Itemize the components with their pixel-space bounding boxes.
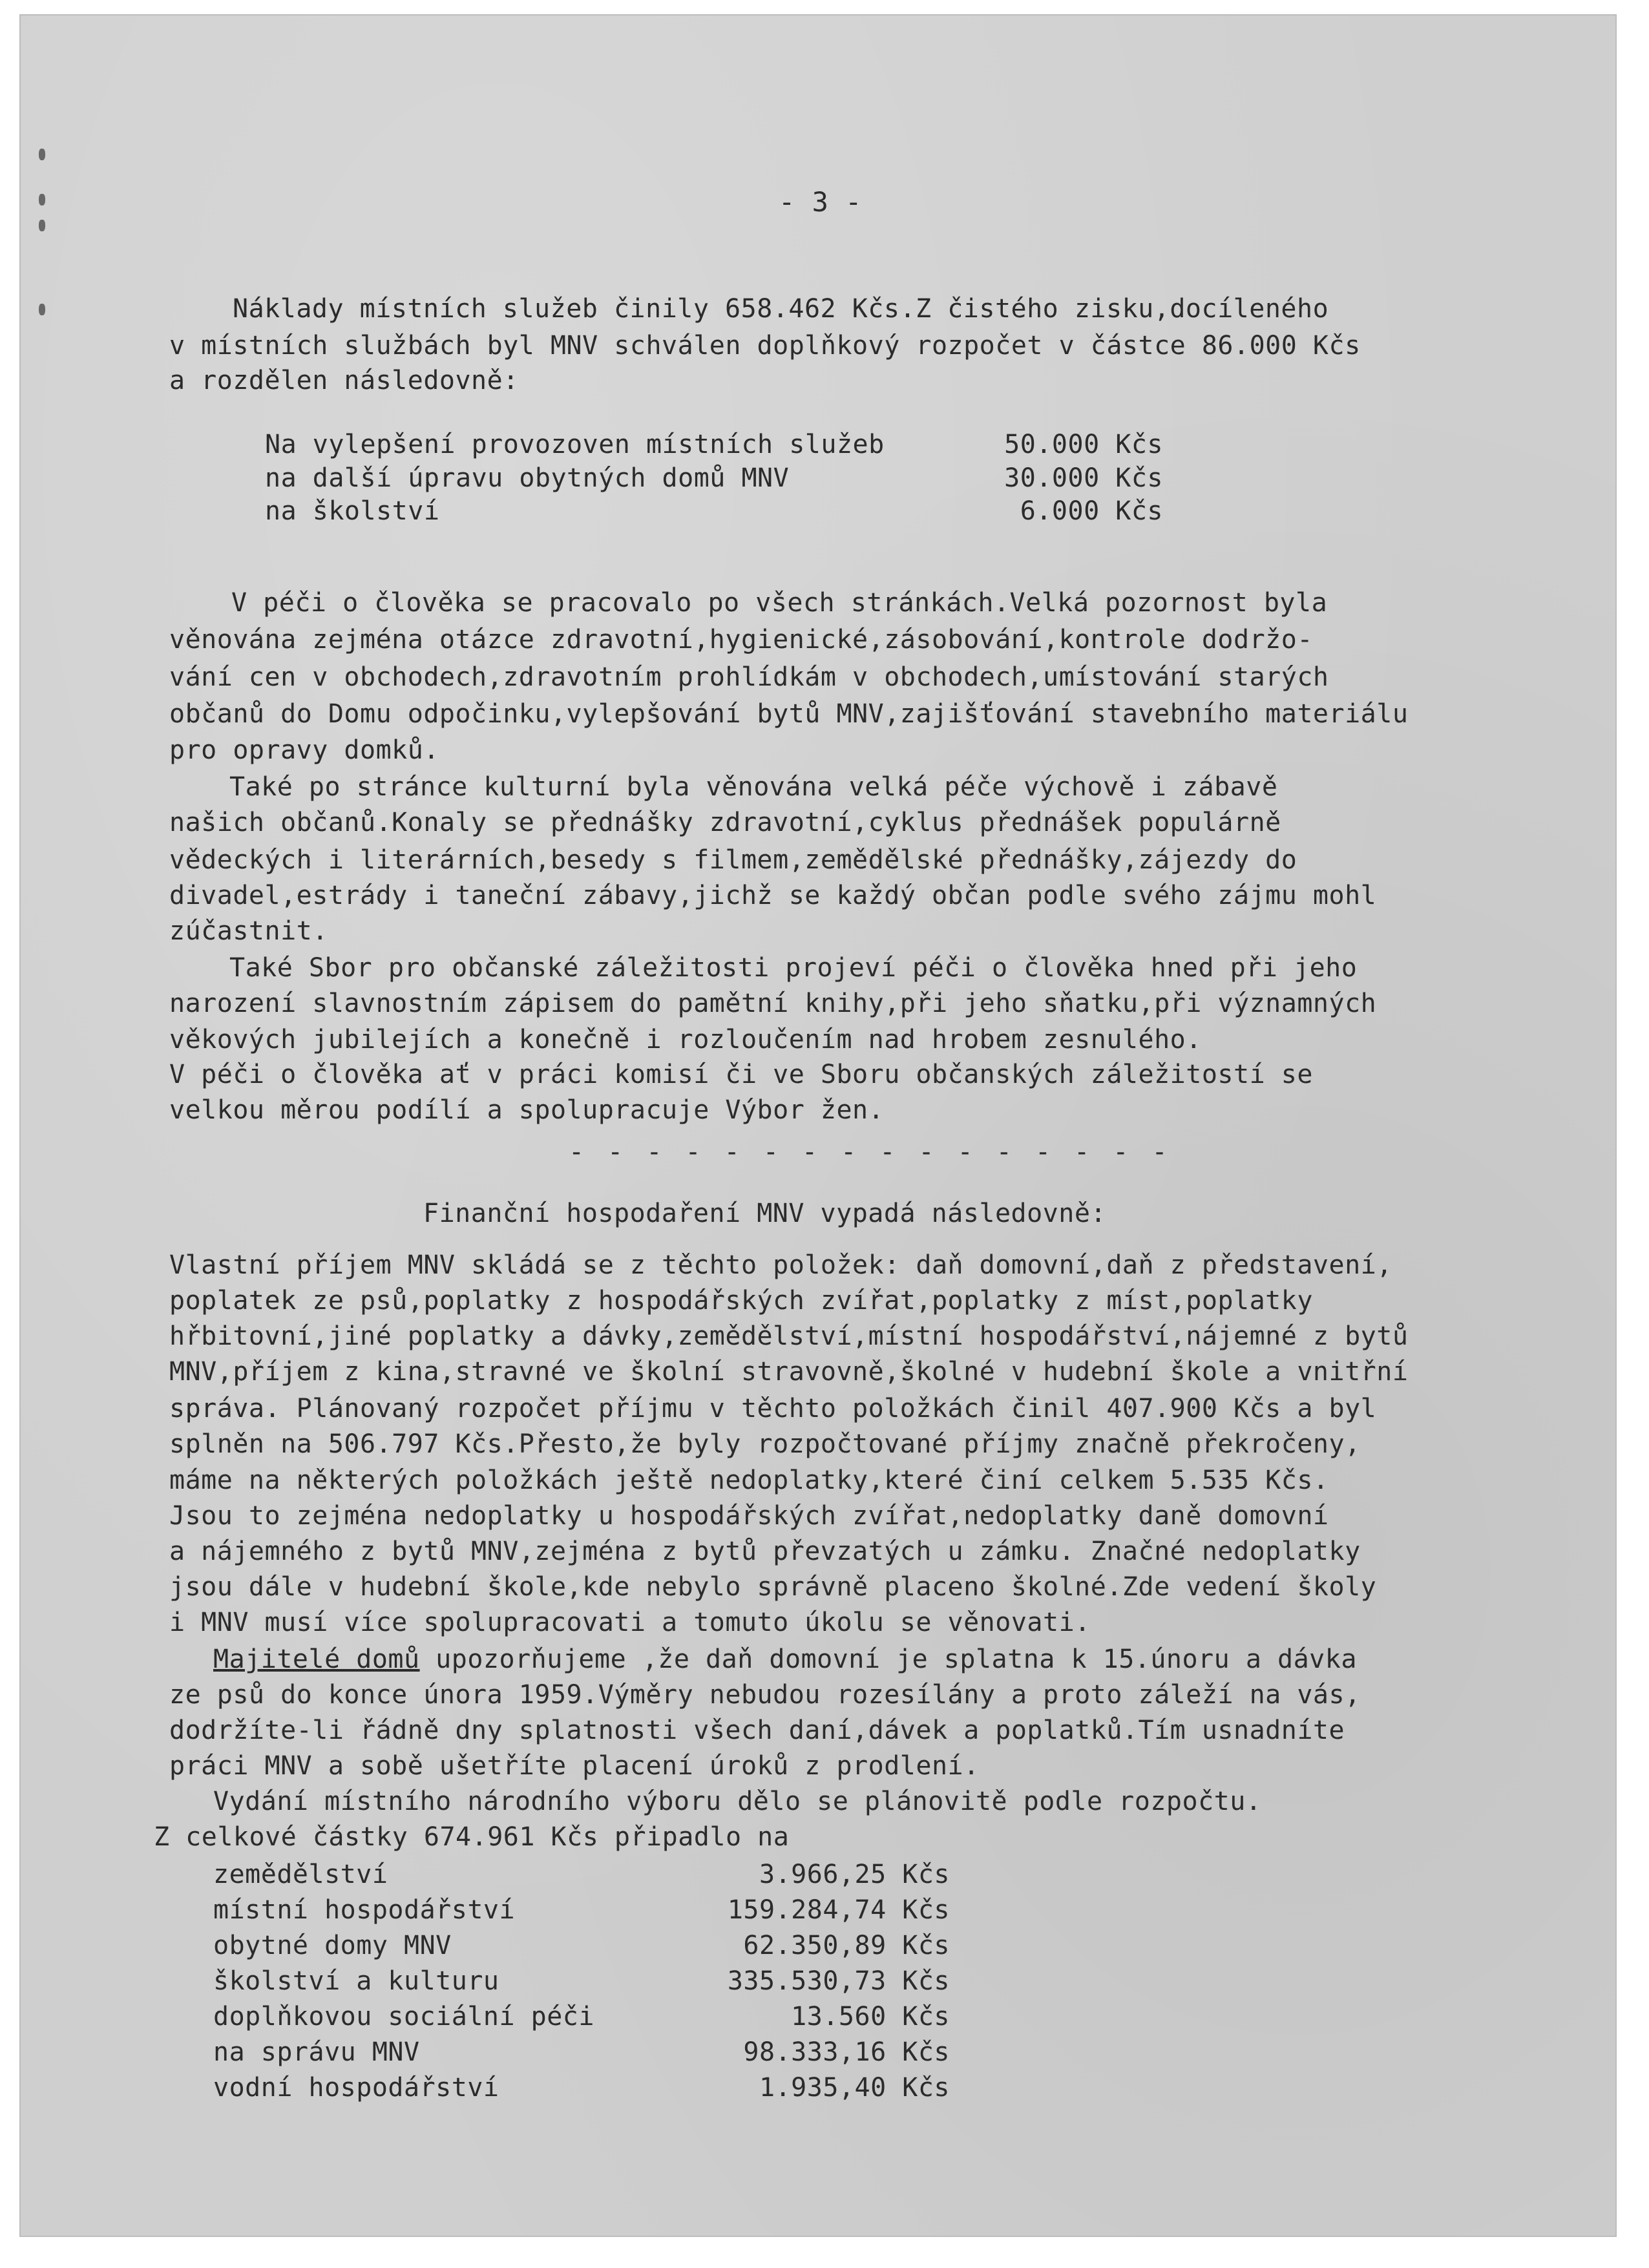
expense-label: obytné domy MNV [213,1931,452,1960]
allocation-amount: 50.000 Kčs [1004,430,1163,459]
culture-line: vědeckých i literárních,besedy s filmem,zemědělské přednášky,zájezdy do [169,845,1297,875]
culture-line: divadel,estrády i taneční zábavy,jichž se každý občan podle svého zájmu mohl [169,881,1377,910]
allocation-label: na školství [265,496,440,526]
finance-heading: Finanční hospodaření MNV vypadá následovně: [423,1199,1107,1228]
finance-line: jsou dále v hudební škole,kde nebylo správně placeno školné.Zde vedení školy [169,1572,1377,1602]
page-number: - 3 - [779,186,862,218]
expense-amount: 13.560 Kčs [791,2002,950,2032]
expense-amount: 1.935,40 Kčs [759,2073,950,2103]
committee-line: narození slavnostním zápisem do pamětní knihy,při jeho sňatku,při významných [169,989,1377,1018]
intro-line: Náklady místních služeb činily 658.462 Kčs.Z čistého zisku,docíleného [233,294,1329,324]
expense-label: na správu MNV [213,2037,420,2067]
committee-line: věkových jubilejích a konečně i rozloučením nad hrobem zesnulého. [169,1025,1202,1055]
finance-line: poplatek ze psů,poplatky z hospodářských zvířat,poplatky z míst,poplatky [169,1286,1313,1316]
care-line: V péči o člověka se pracovalo po všech stránkách.Velká pozornost byla [231,588,1328,618]
expense-amount: 98.333,16 Kčs [743,2037,950,2067]
expense-amount: 335.530,73 Kčs [727,1966,950,1996]
finance-line: a nájemného z bytů MNV,zejména z bytů převzatých u zámku. Značné nedoplatky [169,1537,1361,1566]
finance-line: splněn na 506.797 Kčs.Přesto,že byly rozpočtované příjmy značně překročeny, [169,1429,1361,1459]
finance-line: Vlastní příjem MNV skládá se z těchto položek: daň domovní,daň z představení, [169,1250,1392,1280]
expense-label: místní hospodářství [213,1895,516,1925]
expenses-intro-line: Vydání místního národního výboru dělo se plánovitě podle rozpočtu. [213,1787,1262,1816]
expense-label: doplňkovou sociální péči [213,2002,594,2032]
owners-lead: Majitelé domů [213,1644,420,1674]
intro-line: a rozdělen následovně: [169,366,519,395]
owners-line: ze psů do konce února 1959.Výměry nebudou rozesílány a proto záleží na vás, [169,1680,1361,1710]
committee-line: V péči o člověka ať v práci komisí či ve Sboru občanských záležitostí se [169,1060,1313,1089]
finance-line: MNV,příjem z kina,stravné ve školní stravovně,školné v hudební škole a vnitřní [169,1357,1409,1387]
finance-line: správa. Plánovaný rozpočet příjmu v těchto položkách činil 407.900 Kčs a byl [169,1394,1377,1423]
expense-label: vodní hospodářství [213,2073,499,2103]
owners-line: dodržíte-li řádně dny splatnosti všech daní,dávek a poplatků.Tím usnadníte [169,1716,1345,1745]
owners-first-line-rest: upozorňujeme ,že daň domovní je splatna k 15.únoru a dávka [419,1644,1357,1674]
expense-amount: 62.350,89 Kčs [743,1931,950,1960]
finance-line: hřbitovní,jiné poplatky a dávky,zemědělství,místní hospodářství,nájemné z bytů [169,1321,1409,1351]
allocation-amount: 30.000 Kčs [1004,463,1163,493]
finance-line: máme na některých položkách ještě nedoplatky,které činí celkem 5.535 Kčs. [169,1465,1329,1495]
expense-amount: 3.966,25 Kčs [759,1860,950,1889]
allocation-amount: 6.000 Kčs [1020,496,1163,526]
care-line: věnována zejména otázce zdravotní,hygienické,zásobování,kontrole dodržo- [169,625,1313,655]
care-line: pro opravy domků. [169,735,439,765]
culture-line: našich občanů.Konaly se přednášky zdravotní,cyklus přednášek populárně [169,808,1281,837]
dash-separator: - - - - - - - - - - - - - - - - [569,1137,1171,1167]
expense-amount: 159.284,74 Kčs [727,1895,950,1925]
expense-label: zemědělství [213,1860,388,1889]
care-line: vání cen v obchodech,zdravotním prohlídkám v obchodech,umístování starých [169,662,1329,692]
expenses-intro-line: Z celkové částky 674.961 Kčs připadlo na [154,1822,790,1852]
owners-first-line [213,1644,1357,1674]
finance-line: i MNV musí více spolupracovati a tomuto úkolu se věnovati. [169,1608,1091,1637]
committee-line: velkou měrou podílí a spolupracuje Výbor žen. [169,1095,885,1125]
committee-line: Také Sbor pro občanské záležitosti projeví péči o člověka hned při jeho [229,953,1358,983]
care-line: občanů do Domu odpočinku,vylepšování bytů MNV,zajišťování stavebního materiálu [169,699,1409,729]
allocation-label: Na vylepšení provozoven místních služeb [265,430,885,459]
finance-line: Jsou to zejména nedoplatky u hospodářských zvířat,nedoplatky daně domovní [169,1501,1329,1531]
owners-line: práci MNV a sobě ušetříte placení úroků z prodlení. [169,1751,980,1781]
allocation-label: na další úpravu obytných domů MNV [265,463,790,493]
expense-label: školství a kulturu [213,1966,499,1996]
culture-line: Také po stránce kulturní byla věnována velká péče výchově i zábavě [229,772,1278,802]
intro-line: v místních službách byl MNV schválen doplňkový rozpočet v částce 86.000 Kčs [169,331,1361,361]
culture-line: zúčastnit. [169,916,328,946]
